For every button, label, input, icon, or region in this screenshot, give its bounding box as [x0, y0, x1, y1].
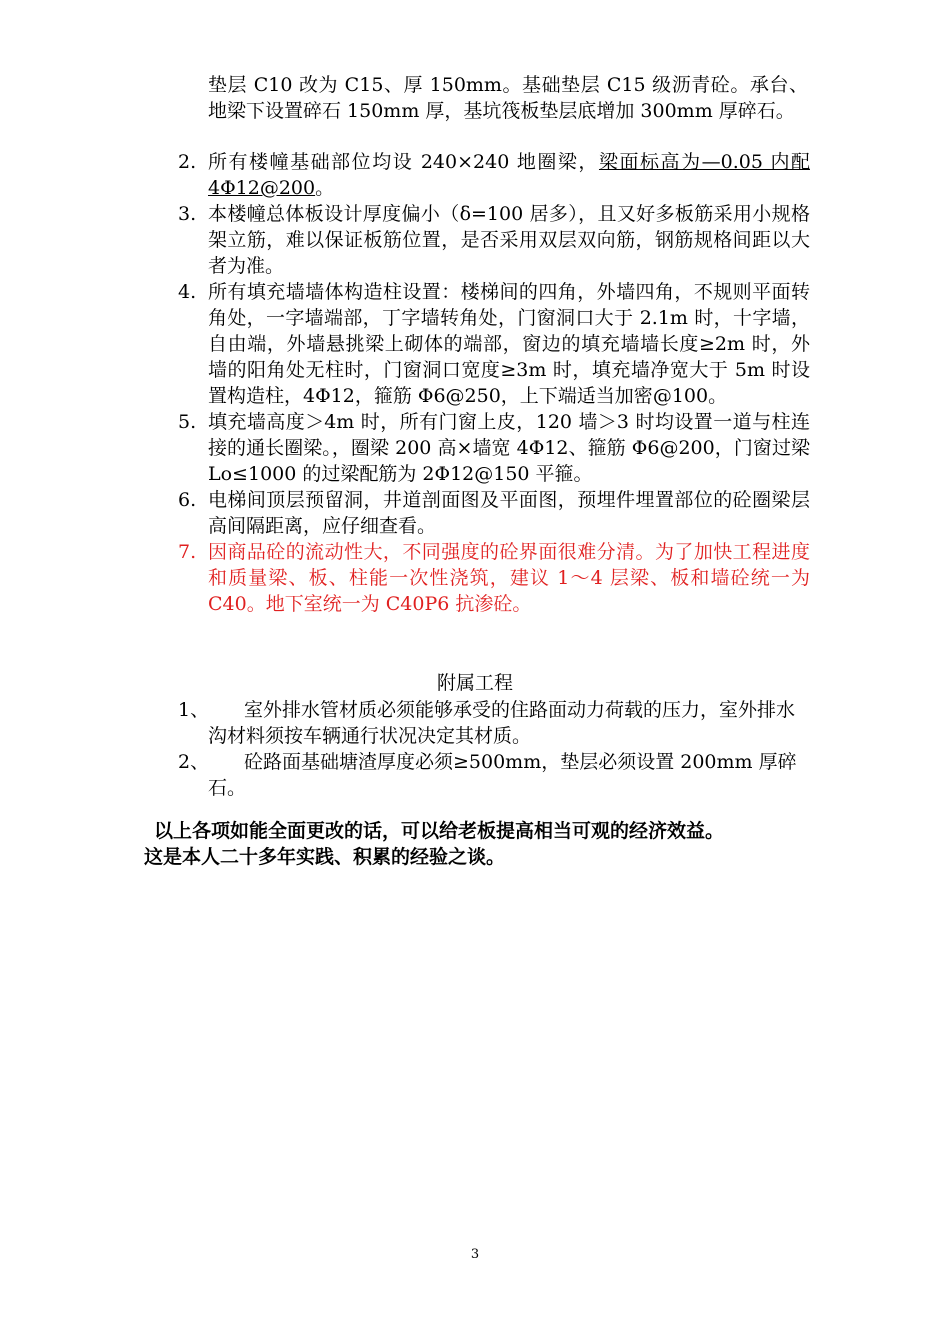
list-item-number: 2.	[178, 151, 197, 173]
list-item	[174, 487, 810, 539]
list-item-number: 3.	[178, 203, 197, 225]
list-item	[174, 149, 810, 201]
list-item-text: 所有填充墙墙体构造柱设置：楼梯间的四角，外墙四角，不规则平面转角处，一字墙端部，丁字墙转角处，门窗洞口大于 2.1m 时，十字墙，自由端，外墙悬挑梁上砌体的端部，窗边的填充墙墙长度≥2m 时，外墙的阳角处无柱时，门窗洞口宽度≥3m 时，填充墙净宽大于 5m 时设置构造柱，4Φ12，箍筋 Φ6@250，上下端适当加密@100。	[208, 281, 810, 407]
annex-item	[174, 697, 810, 749]
list-item-text: 因商品砼的流动性大，不同强度的砼界面很难分清。为了加快工程进度和质量梁、板、柱能一次性浇筑，建议 1～4 层梁、板和墙砼统一为 C40。地下室统一为 C40P6 抗渗砼。	[208, 541, 810, 615]
list-item-number: 4.	[178, 281, 197, 303]
annex-item-text: 室外排水管材质必须能够承受的住路面动力荷载的压力，室外排水沟材料须按车辆通行状况决定其材质。	[208, 699, 796, 747]
list-item-tail: 。	[315, 177, 335, 199]
annex-title: 附属工程	[436, 672, 513, 694]
list-item-number: 7.	[178, 541, 197, 563]
annex-list	[174, 697, 810, 801]
list-item-text: 电梯间顶层预留洞，井道剖面图及平面图，预埋件埋置部位的砼圈梁层高间隔距离，应仔细查看。	[208, 489, 810, 537]
list-item	[174, 201, 810, 279]
underlined-text: 梁面标高为—0.05 内配 4Φ12@200	[208, 151, 810, 199]
annex-item-number: 2、	[178, 751, 210, 773]
list-item-text: 所有楼幢基础部位均设 240×240 地圈梁，	[208, 151, 599, 173]
list-item	[174, 409, 810, 487]
page-number: 3	[470, 1247, 480, 1262]
annex-item	[174, 749, 810, 801]
intro-paragraph: 垫层 C10 改为 C15、厚 150mm。基础垫层 C15 级沥青砼。承台、地梁下设置碎石 150mm 厚，基坑筏板垫层底增加 300mm 厚碎石。	[208, 74, 808, 122]
list-item-text: 填充墙高度＞4m 时，所有门窗上皮，120 墙＞3 时均设置一道与柱连接的通长圈梁。，圈梁 200 高×墙宽 4Φ12、箍筋 Φ6@200，门窗过梁 Lo≤1000 的过梁配筋为 2Φ12@150 平箍。	[208, 411, 810, 485]
conclusion	[144, 818, 824, 870]
annex-item-number: 1、	[178, 699, 210, 721]
list-item-number: 6.	[178, 489, 197, 511]
annex-item-text: 砼路面基础塘渣厚度必须≥500mm，垫层必须设置 200mm 厚碎石。	[208, 751, 797, 799]
requirements-list	[174, 149, 810, 617]
list-item-number: 5.	[178, 411, 197, 433]
conclusion-line-2: 这是本人二十多年实践、积累的经验之谈。	[144, 846, 506, 868]
list-item-text: 本楼幢总体板设计厚度偏小（δ=100 居多），且又好多板筋采用小规格架立筋，难以保证板筋位置，是否采用双层双向筋，钢筋规格间距以大者为准。	[208, 203, 810, 277]
list-item	[174, 279, 810, 409]
conclusion-line-1: 以上各项如能全面更改的话，可以给老板提高相当可观的经济效益。	[154, 820, 725, 842]
list-item-highlighted	[174, 539, 810, 617]
